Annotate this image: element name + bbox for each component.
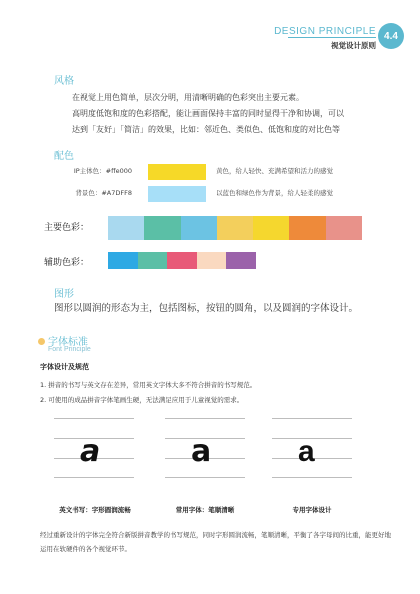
style-paragraph [72,90,402,138]
font-footer-text: 经过重新设计的字体完全符合新版拼音教学的书写规范，同时字形圆润流畅，笔顺清晰，平衡了各字母间的比重，能更好地运用在软硬件的各个视觉环节。 [40,531,391,553]
font-section-title: 字体标准 [48,337,88,348]
caption-english: 英文书写：字形圆润流畅 [59,506,131,514]
aux-color-swatch-4 [197,252,227,269]
main-color-swatch-3 [181,216,217,240]
style-line-3: 达到「友好」「简洁」的效果，比如：邻近色、类似色、低饱和度的对比色等 [72,125,340,134]
style-line-1: 在视觉上用色简单，层次分明，用清晰明确的色彩突出主要元素。 [72,93,304,102]
ip-color-label: IP主体色：#ffe000 [73,167,132,175]
shape-text: 图形以圆润的形态为主，包括图标，按钮的圆角，以及圆润的字体设计。 [54,303,359,314]
aux-color-swatch-2 [138,252,168,269]
style-line-2: 高明度低饱和度的色彩搭配，能让画面保持丰富的同时显得干净和协调，可以 [72,109,344,118]
main-color-swatch-6 [289,216,325,240]
caption-custom: 专用字体设计 [292,506,332,514]
color-section-title: 配色 [54,151,74,162]
glyph-a-english: a [80,434,101,469]
ip-color-desc: 黄色，给人轻快、充满希望和活力的感觉 [216,167,333,175]
main-color-palette [108,216,362,240]
main-color-swatch-1 [108,216,144,240]
aux-color-palette [108,252,256,269]
header-title-cn: 视觉设计原则 [331,41,376,50]
section-number-badge: 4.4 [378,23,404,49]
glyph-a-common: a [191,434,212,469]
shape-section-title: 图形 [54,289,74,300]
header-divider [288,37,376,38]
font-rule-1: 1. 拼音的书写与英文存在差异，常用英文字体大多不符合拼音的书写规范。 [40,381,257,389]
section-bullet [38,338,45,345]
main-color-swatch-2 [144,216,180,240]
font-rules-heading: 字体设计及规范 [40,363,89,371]
main-colors-label: 主要色彩： [44,223,90,233]
bg-color-label: 背景色：#A7DFF8 [75,189,132,197]
ip-color-swatch [148,164,206,180]
letter-sample-custom [272,418,352,478]
letter-sample-common [165,418,245,478]
main-color-swatch-5 [253,216,289,240]
header-title-en: DESIGN PRINCIPLE [274,26,376,37]
caption-common: 常用字体：笔顺清晰 [175,506,235,514]
bg-color-desc: 以蓝色和绿色作为背景，给人轻柔的感觉 [216,189,333,197]
aux-color-swatch-5 [226,252,256,269]
style-section-title: 风格 [54,76,74,87]
font-rule-2: 2. 可使用的成品拼音字体笔画生硬，无法满足应用于儿童视觉的需求。 [40,396,244,404]
aux-colors-label: 辅助色彩： [44,258,90,268]
bg-color-swatch [148,186,206,202]
main-color-swatch-4 [217,216,253,240]
font-section-subtitle: Font Principle [48,346,91,353]
glyph-a-custom: a [298,435,315,468]
main-color-swatch-7 [326,216,362,240]
letter-sample-english [54,418,134,478]
aux-color-swatch-1 [108,252,138,269]
aux-color-swatch-3 [167,252,197,269]
